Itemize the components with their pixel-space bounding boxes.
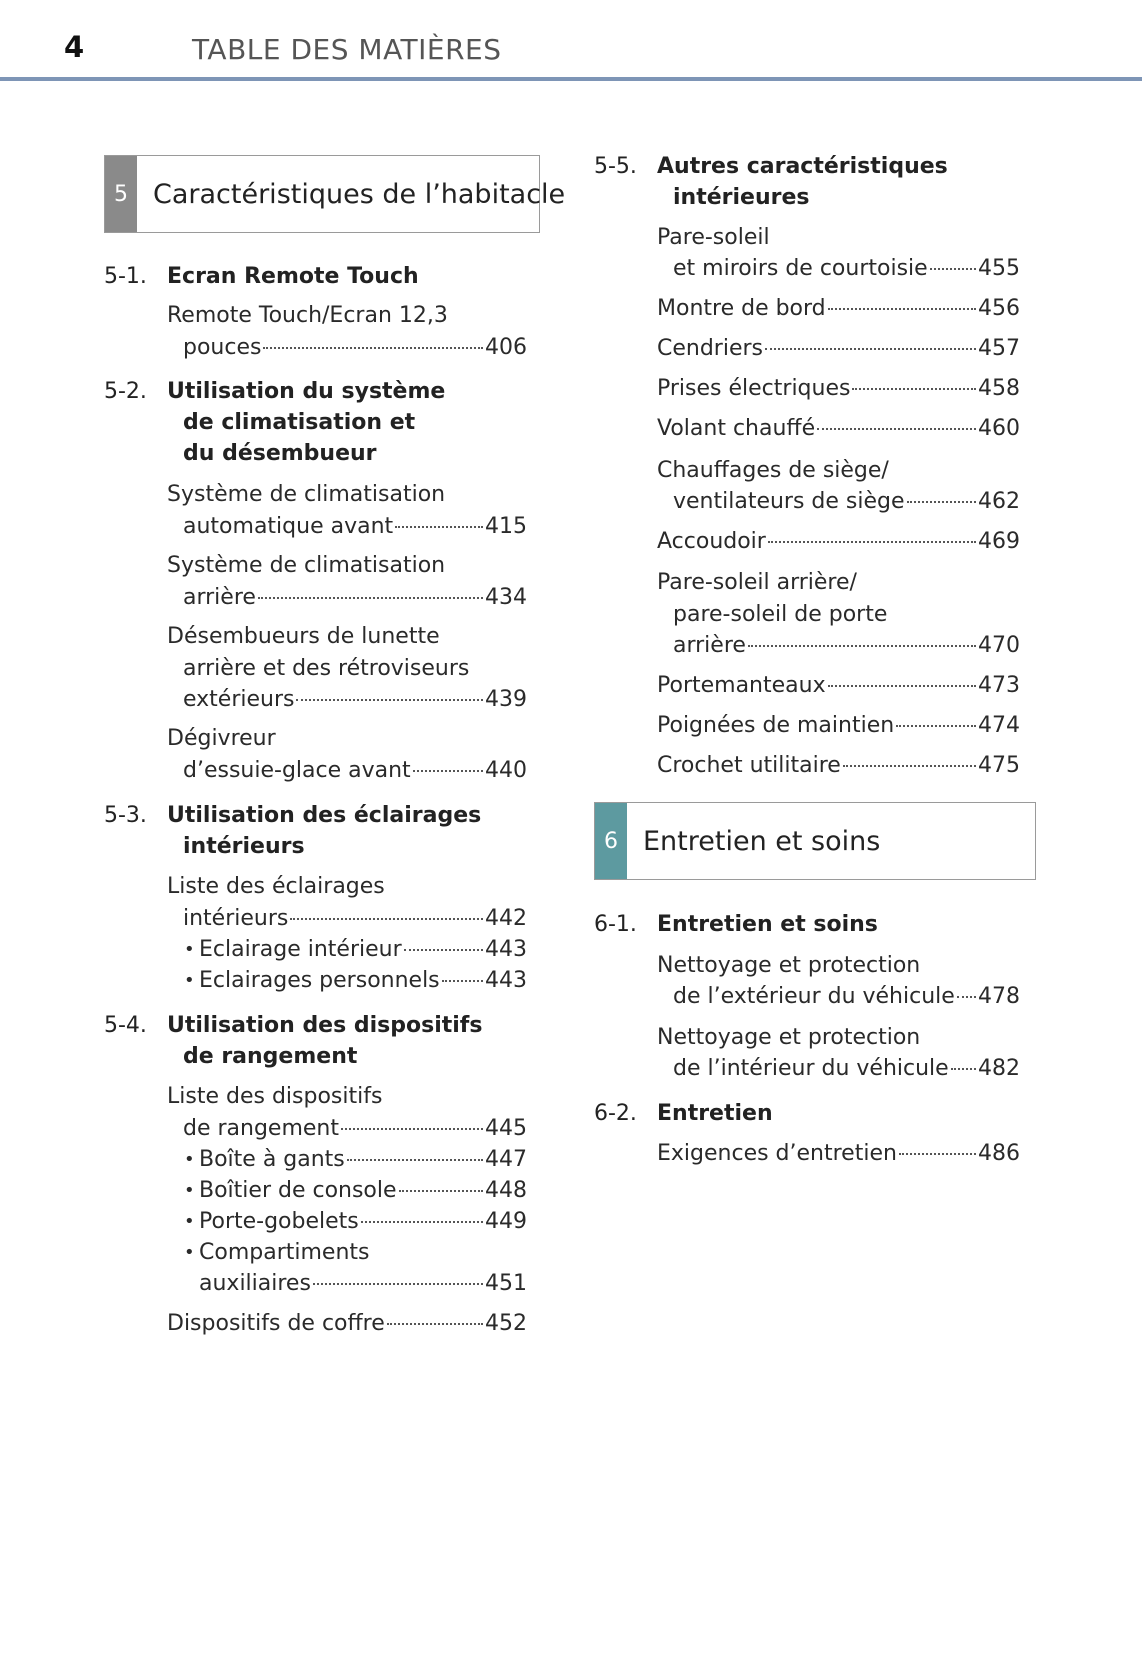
page-ref: 458 bbox=[978, 376, 1020, 401]
page-ref: 442 bbox=[485, 906, 527, 931]
leader-dots bbox=[404, 949, 483, 951]
toc-entry-exigences-entretien[interactable] bbox=[657, 1141, 1020, 1171]
toc-entry-label: arrière bbox=[183, 585, 256, 610]
leader-dots bbox=[843, 765, 976, 767]
chapter-5-title: Caractéristiques de l’habitacle bbox=[153, 178, 566, 210]
toc-entry-label: Dégivreur bbox=[167, 726, 276, 751]
toc-entry-label: de l’intérieur du véhicule bbox=[673, 1056, 949, 1081]
toc-entry-label: et miroirs de courtoisie bbox=[673, 256, 928, 281]
toc-entry-label: Remote Touch/Ecran 12,3 bbox=[167, 303, 448, 328]
section-title: Entretien et soins bbox=[657, 912, 878, 937]
toc-entry-label: de l’extérieur du véhicule bbox=[673, 984, 955, 1009]
bullet-icon: • bbox=[184, 1242, 195, 1263]
toc-entry-label: Exigences d’entretien bbox=[657, 1141, 897, 1166]
toc-entry-compartiments[interactable] bbox=[199, 1271, 527, 1301]
toc-entry-accoudoir[interactable] bbox=[657, 529, 1020, 559]
leader-dots bbox=[399, 1190, 483, 1192]
toc-entry-label: Poignées de maintien bbox=[657, 713, 895, 738]
leader-dots bbox=[395, 526, 483, 528]
leader-dots bbox=[828, 308, 976, 310]
toc-entry-climatisation-arriere[interactable] bbox=[183, 585, 527, 615]
leader-dots bbox=[896, 725, 976, 727]
leader-dots bbox=[361, 1221, 483, 1223]
leader-dots bbox=[290, 918, 483, 920]
leader-dots bbox=[387, 1323, 483, 1325]
page-ref: 439 bbox=[485, 687, 527, 712]
page-ref: 482 bbox=[978, 1056, 1020, 1081]
toc-entry-prises-electriques[interactable] bbox=[657, 376, 1020, 406]
leader-dots bbox=[907, 501, 976, 503]
toc-entry-dispositifs-coffre[interactable] bbox=[167, 1311, 527, 1341]
leader-dots bbox=[852, 388, 976, 390]
toc-entry-chauffages-siege[interactable] bbox=[673, 489, 1020, 519]
section-code: 5-3. bbox=[104, 803, 147, 828]
leader-dots bbox=[347, 1159, 483, 1161]
chapter-6-title: Entretien et soins bbox=[643, 825, 881, 857]
page-ref: 406 bbox=[485, 335, 527, 360]
page-ref: 460 bbox=[978, 416, 1020, 441]
leader-dots bbox=[413, 770, 483, 772]
toc-entry-label: pare-soleil de porte bbox=[673, 602, 888, 627]
toc-entry-label: Nettoyage et protection bbox=[657, 1025, 921, 1050]
toc-entry-label: Pare-soleil arrière/ bbox=[657, 570, 857, 595]
page-ref: 456 bbox=[978, 296, 1020, 321]
page-ref: 443 bbox=[485, 968, 527, 993]
page-ref: 469 bbox=[978, 529, 1020, 554]
section-code: 5-4. bbox=[104, 1013, 147, 1038]
section-code: 5-5. bbox=[594, 154, 637, 179]
toc-entry-label: Volant chauffé bbox=[657, 416, 816, 441]
toc-entry-label: automatique avant bbox=[183, 514, 394, 539]
toc-entry-label: extérieurs bbox=[183, 687, 295, 712]
page-ref: 448 bbox=[485, 1178, 527, 1203]
section-title: Ecran Remote Touch bbox=[167, 264, 419, 289]
toc-entry-label: Liste des dispositifs bbox=[167, 1084, 383, 1109]
page-ref: 445 bbox=[485, 1116, 527, 1141]
leader-dots bbox=[748, 645, 976, 647]
toc-entry-desembueurs[interactable] bbox=[183, 687, 527, 717]
page-ref: 474 bbox=[978, 713, 1020, 738]
toc-entry-label: Liste des éclairages bbox=[167, 874, 385, 899]
page-ref: 451 bbox=[485, 1271, 527, 1296]
page-number: 4 bbox=[64, 30, 85, 64]
toc-entry-label: Prises électriques bbox=[657, 376, 851, 401]
toc-entry-label: arrière et des rétroviseurs bbox=[183, 656, 470, 681]
page-ref: 462 bbox=[978, 489, 1020, 514]
toc-entry-liste-dispositifs[interactable] bbox=[183, 1116, 527, 1146]
toc-entry-label: Portemanteaux bbox=[657, 673, 826, 698]
toc-entry-pare-soleil[interactable] bbox=[673, 256, 1020, 286]
section-title-line-1: Utilisation des éclairages bbox=[167, 803, 482, 828]
page-ref: 452 bbox=[485, 1311, 527, 1336]
toc-entry-nettoyage-exterieur[interactable] bbox=[673, 984, 1020, 1014]
section-title-line-2: intérieurs bbox=[183, 834, 305, 859]
toc-entry-label: auxiliaires bbox=[199, 1271, 311, 1296]
page-ref: 415 bbox=[485, 514, 527, 539]
leader-dots bbox=[957, 996, 976, 998]
bullet-icon: • bbox=[184, 1180, 195, 1201]
page-ref: 455 bbox=[978, 256, 1020, 281]
leader-dots bbox=[263, 347, 483, 349]
toc-entry-label: Boîte à gants bbox=[199, 1147, 345, 1172]
page-ref: 486 bbox=[978, 1141, 1020, 1166]
toc-entry-label: Porte-gobelets bbox=[199, 1209, 359, 1234]
toc-entry-boitier-console[interactable] bbox=[199, 1178, 527, 1208]
leader-dots bbox=[442, 980, 483, 982]
page-ref: 473 bbox=[978, 673, 1020, 698]
bullet-icon: • bbox=[184, 1211, 195, 1232]
toc-entry-volant-chauffe[interactable] bbox=[657, 416, 1020, 446]
section-title-line-3: du désembueur bbox=[183, 441, 377, 466]
toc-entry-label: Boîtier de console bbox=[199, 1178, 397, 1203]
section-title-line-1: Utilisation du système bbox=[167, 379, 446, 404]
leader-dots bbox=[768, 541, 976, 543]
toc-entry-crochet-utilitaire[interactable] bbox=[657, 753, 1020, 783]
page-ref: 478 bbox=[978, 984, 1020, 1009]
header-rule bbox=[0, 77, 1142, 81]
toc-entry-label: Eclairage intérieur bbox=[199, 937, 402, 962]
toc-entry-label: Crochet utilitaire bbox=[657, 753, 841, 778]
page-ref: 475 bbox=[978, 753, 1020, 778]
bullet-icon: • bbox=[184, 970, 195, 991]
chapter-5-box[interactable] bbox=[104, 155, 566, 233]
toc-entry-boite-a-gants[interactable] bbox=[199, 1147, 527, 1177]
page-ref: 434 bbox=[485, 585, 527, 610]
section-title-line-1: Utilisation des dispositifs bbox=[167, 1013, 483, 1038]
toc-entry-label: ventilateurs de siège bbox=[673, 489, 905, 514]
toc-entry-nettoyage-interieur[interactable] bbox=[673, 1056, 1020, 1086]
toc-entry-label: Chauffages de siège/ bbox=[657, 458, 889, 483]
toc-entry-pare-soleil-arriere[interactable] bbox=[673, 633, 1020, 663]
toc-entry-label: Système de climatisation bbox=[167, 482, 446, 507]
toc-entry-label: Cendriers bbox=[657, 336, 764, 361]
toc-entry-portemanteaux[interactable] bbox=[657, 673, 1020, 703]
section-code: 6-1. bbox=[594, 912, 637, 937]
toc-entry-porte-gobelets[interactable] bbox=[199, 1209, 527, 1239]
toc-entry-label: Eclairages personnels bbox=[199, 968, 440, 993]
page-ref: 470 bbox=[978, 633, 1020, 658]
chapter-6-box[interactable] bbox=[594, 802, 1036, 880]
section-title-line-2: intérieures bbox=[673, 185, 810, 210]
toc-entry-label: Désembueurs de lunette bbox=[167, 624, 440, 649]
toc-entry-label: Pare-soleil bbox=[657, 225, 770, 250]
toc-entry-label: Accoudoir bbox=[657, 529, 766, 554]
leader-dots bbox=[828, 685, 976, 687]
toc-entry-climatisation-avant[interactable] bbox=[183, 514, 527, 544]
toc-entry-label: Nettoyage et protection bbox=[657, 953, 921, 978]
toc-entry-montre-de-bord[interactable] bbox=[657, 296, 1020, 326]
leader-dots bbox=[341, 1128, 483, 1130]
toc-entry-label: arrière bbox=[673, 633, 746, 658]
page-ref: 457 bbox=[978, 336, 1020, 361]
page-ref: 440 bbox=[485, 758, 527, 783]
toc-entry-eclairages-personnels[interactable] bbox=[199, 968, 527, 998]
toc-entry-cendriers[interactable] bbox=[657, 336, 1020, 366]
page-ref: 449 bbox=[485, 1209, 527, 1234]
toc-entry-label: de rangement bbox=[183, 1116, 339, 1141]
toc-entry-remote-touch[interactable] bbox=[183, 335, 527, 365]
toc-entry-label: Compartiments bbox=[199, 1240, 370, 1265]
running-header-title: TABLE DES MATIÈRES bbox=[192, 33, 502, 66]
toc-entry-label: Système de climatisation bbox=[167, 553, 446, 578]
section-code: 5-1. bbox=[104, 264, 147, 289]
toc-entry-eclairage-interieur[interactable] bbox=[199, 937, 527, 967]
toc-entry-degivreur[interactable] bbox=[183, 758, 527, 788]
chapter-5-number-tab: 5 bbox=[105, 156, 137, 232]
section-title-line-2: de rangement bbox=[183, 1044, 358, 1069]
leader-dots bbox=[899, 1153, 976, 1155]
toc-entry-poignees-maintien[interactable] bbox=[657, 713, 1020, 743]
leader-dots bbox=[258, 597, 483, 599]
page-ref: 447 bbox=[485, 1147, 527, 1172]
leader-dots bbox=[951, 1068, 976, 1070]
toc-entry-label: Dispositifs de coffre bbox=[167, 1311, 385, 1336]
bullet-icon: • bbox=[184, 1149, 195, 1170]
toc-entry-label: Montre de bord bbox=[657, 296, 826, 321]
section-title-line-2: de climatisation et bbox=[183, 410, 416, 435]
section-title-line-1: Autres caractéristiques bbox=[657, 154, 948, 179]
leader-dots bbox=[765, 348, 976, 350]
section-code: 5-2. bbox=[104, 379, 147, 404]
leader-dots bbox=[296, 699, 483, 701]
toc-entry-label: d’essuie-glace avant bbox=[183, 758, 411, 783]
page-ref: 443 bbox=[485, 937, 527, 962]
section-title: Entretien bbox=[657, 1101, 773, 1126]
leader-dots bbox=[817, 428, 976, 430]
toc-entry-label: intérieurs bbox=[183, 906, 289, 931]
bullet-icon: • bbox=[184, 939, 195, 960]
leader-dots bbox=[930, 268, 976, 270]
section-code: 6-2. bbox=[594, 1101, 637, 1126]
toc-entry-liste-eclairages[interactable] bbox=[183, 906, 527, 936]
leader-dots bbox=[313, 1283, 483, 1285]
toc-entry-label: pouces bbox=[183, 335, 262, 360]
chapter-6-number-tab: 6 bbox=[595, 803, 627, 879]
